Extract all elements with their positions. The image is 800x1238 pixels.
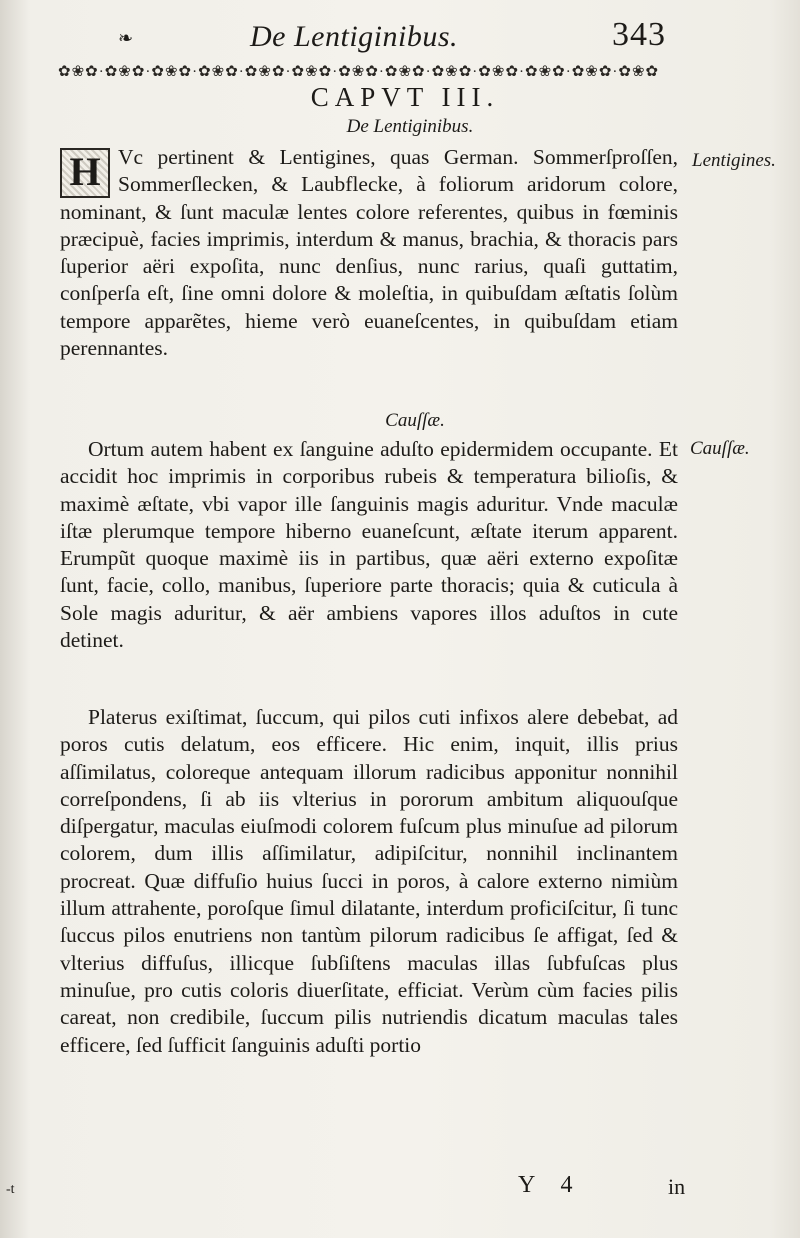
decorated-initial: H	[60, 148, 110, 198]
chapter-title: CAPVT III.	[310, 82, 500, 112]
page-footer	[0, 1172, 800, 1212]
edge-mark: -t	[6, 1182, 15, 1197]
catchword: in	[668, 1174, 686, 1199]
ornamental-band: ✿❀✿·✿❀✿·✿❀✿·✿❀✿·✿❀✿·✿❀✿·✿❀✿·✿❀✿·✿❀✿·✿❀✿·✿❀✿·✿❀✿·✿❀✿	[58, 64, 660, 80]
signature-mark: Y 4	[518, 1172, 583, 1198]
paragraph-causes	[60, 436, 678, 654]
running-head	[0, 14, 800, 58]
paragraph-3-text: Platerus exiſtimat, ſuccum, qui pilos cuti infixos alere debebat, ad poros cutis delatum, eos efficere. Hic enim, inquit, illis prius aſſimilatus, coloreque antequam illorum radicibus apponitur nonnihil correſpondens, ſi ab iis vlterius in pororum ambitum aliquouſque diſpergatur, maculas eiuſmodi colorem fuſcum plus minuſue ad pilorum colorem, dum illis aſſimilatur, adipiſcitur, nonnihil inclinantem procreat. Quæ diffuſio huius ſucci in poros, à calore externo nimiùm illum attrahente, poroſque ſimul dilatante, interdum proficiſcitur, ſi tunc ſuccus pilos enutriens non tantùm pilorum radicibus ſe affigat, ſed & vlterius diffuſus, illicque ſubſiſtens maculas illas ſubfuſcas plus minuſue, pro cutis coloris diuerſitate, efficiat. Verùm cùm facies pilis careat, non credibile, ſuccum pilis nutriendis dicatum maculas tales efficere, ſed ſufficit ſanguinis aduſti portio	[60, 705, 678, 1057]
paragraph-2-text: Ortum autem habent ex ſanguine aduſto epidermidem occupante. Et accidit hoc imprimis in corporibus rubeis & temperatura bilioſis, & maximè æſtate, vbi vapor ille ſanguinis magis aduritur. Vnde maculæ iſtæ plerumque tempore hiberno euaneſcunt, æſtate iterum apparent. Erumpũt quoque maximè iis in partibus, quæ aëri externo expoſitæ ſunt, facie, collo, manibus, ſuperiore parte thoracis; quia & cuticula à Sole magis aduritur, & aër ambiens vapores illos aduſtos in cute detinet.	[60, 437, 678, 653]
paragraph-definition	[60, 144, 678, 362]
section-heading-causes: Cauſſæ.	[385, 410, 445, 431]
marginal-note-causes: Cauſſæ.	[690, 438, 750, 459]
page-number: 343	[612, 16, 666, 53]
marginal-note-lentigines: Lentigines.	[692, 150, 776, 171]
chapter-subtitle: De Lentiginibus.	[346, 116, 474, 137]
paragraph-platerus	[60, 704, 678, 1059]
paragraph-1-text: Vc pertinent & Lentigines, quas German. Sommerſproſſen, Sommerſlecken, & Laubflecke, à foliorum aridorum colore, nominant, & ſunt maculæ lentes colore referentes, quibus in fœminis præcipuè, facies imprimis, interdum & manus, brachia, & thoracis pars ſuperior aëri expoſita, nunc denſius, nunc rarius, quaſi guttatim, conſperſa eſt, ſine omni dolore & moleſtia, in quibuſdam æſtatis ſolùm tempore apparẽtes, hieme verò euaneſcentes, in quibuſdam etiam perennantes.	[60, 145, 678, 361]
running-head-title: De Lentiginibus.	[250, 20, 458, 53]
fleuron-mark: ❧	[118, 28, 134, 48]
